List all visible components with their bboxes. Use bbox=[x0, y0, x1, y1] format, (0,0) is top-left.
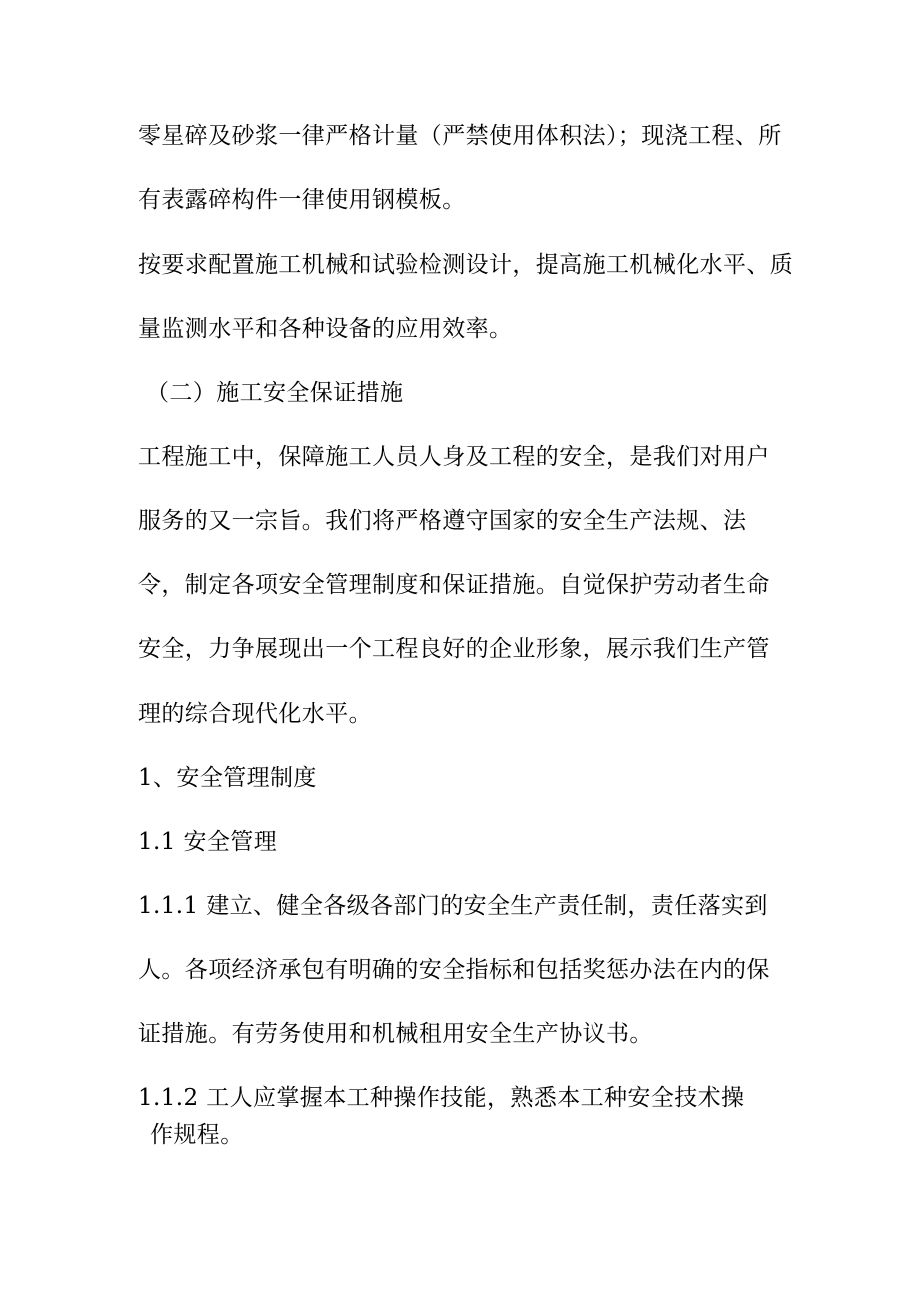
text-line: 证措施。有劳务使用和机械租用安全生产协议书。 bbox=[138, 1021, 653, 1047]
text-line: 人。各项经济承包有明确的安全指标和包括奖惩办法在内的保 bbox=[138, 957, 770, 983]
text-line: 安全，力争展现出一个工程良好的企业形象，展示我们生产管 bbox=[138, 636, 770, 662]
text-line: 服务的又一宗旨。我们将严格遵守国家的安全生产法规、法 bbox=[138, 508, 747, 534]
text-line: 量监测水平和各种设备的应用效率。 bbox=[138, 316, 513, 342]
section-heading: （二）施工安全保证措施 bbox=[146, 380, 404, 406]
subsection-heading: 1.1 安全管理 bbox=[138, 829, 278, 855]
subsection-heading: 1、安全管理制度 bbox=[138, 765, 317, 791]
text-line: 1.1.2 工人应掌握本工种操作技能，熟悉本工种安全技术操 bbox=[138, 1085, 745, 1111]
text-line: 按要求配置施工机械和试验检测设计，提高施工机械化水平、质 bbox=[138, 252, 794, 278]
text-line: 令，制定各项安全管理制度和保证措施。自觉保护劳动者生命 bbox=[138, 572, 770, 598]
text-line: 零星碎及砂浆一律严格计量（严禁使用体积法）；现浇工程、所 bbox=[138, 123, 782, 149]
text-line: 1.1.1 建立、健全各级各部门的安全生产责任制，责任落实到 bbox=[138, 893, 768, 919]
text-line: 作规程。 bbox=[150, 1122, 244, 1148]
text-line: 工程施工中，保障施工人员人身及工程的安全，是我们对用户 bbox=[138, 444, 770, 470]
text-line: 理的综合现代化水平。 bbox=[138, 701, 372, 727]
text-line: 有表露碎构件一律使用钢模板。 bbox=[138, 187, 466, 213]
